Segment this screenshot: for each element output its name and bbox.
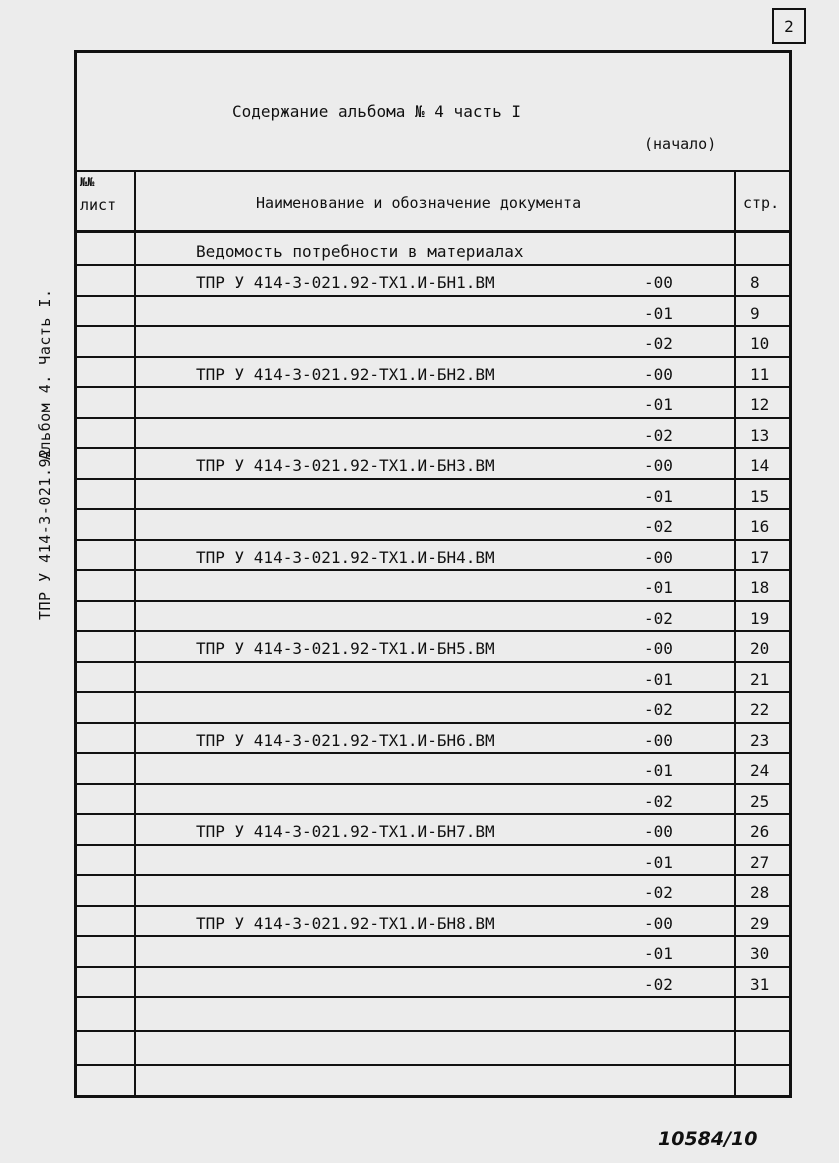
row-page: 13 <box>750 425 770 445</box>
row-line <box>74 722 792 724</box>
row-page: 21 <box>750 669 770 689</box>
row-code: -02 <box>644 517 673 536</box>
row-page: 26 <box>750 822 770 841</box>
row-page: 8 <box>750 273 760 292</box>
row-page: 29 <box>750 913 770 933</box>
side-label-designation: ТПР У 414-3-021.92 <box>36 448 54 620</box>
row-document: ТПР У 414-3-021.92-ТХ1.И-БН1.ВМ <box>196 273 495 292</box>
row-code: -01 <box>644 578 673 597</box>
row-page: 9 <box>750 303 760 323</box>
row-code: -01 <box>644 303 673 323</box>
row-code: -00 <box>644 822 673 841</box>
row-line <box>74 813 792 815</box>
row-code: -00 <box>644 364 673 384</box>
row-line <box>74 478 792 480</box>
row-page: 28 <box>750 883 770 902</box>
row-line <box>74 996 792 998</box>
row-code: -00 <box>644 273 673 292</box>
column-header-sheet: лист <box>80 196 117 214</box>
row-page: 16 <box>750 517 770 536</box>
row-line <box>74 752 792 754</box>
column-divider-page <box>734 170 736 1098</box>
row-page: 22 <box>750 700 770 719</box>
row-code: -02 <box>644 334 673 353</box>
side-label <box>36 288 54 620</box>
row-code: -01 <box>644 486 673 506</box>
row-document: ТПР У 414-3-021.92-ТХ1.И-БН8.ВМ <box>196 913 495 933</box>
row-line <box>74 386 792 388</box>
row-page: 20 <box>750 639 770 658</box>
row-code: -02 <box>644 608 673 628</box>
row-line <box>74 295 792 297</box>
row-page: 18 <box>750 578 770 597</box>
row-page: 27 <box>750 852 770 872</box>
row-code: -02 <box>644 974 673 994</box>
row-page: 24 <box>750 761 770 780</box>
row-document: ТПР У 414-3-021.92-ТХ1.И-БН7.ВМ <box>196 822 495 841</box>
row-page: 12 <box>750 395 770 414</box>
row-code: -02 <box>644 883 673 902</box>
row-line <box>74 264 792 266</box>
row-page: 10 <box>750 334 770 353</box>
row-line <box>74 325 792 327</box>
column-header-sheet-number: №№ <box>80 175 95 189</box>
row-document: ТПР У 414-3-021.92-ТХ1.И-БН5.ВМ <box>196 639 495 658</box>
row-document: ТПР У 414-3-021.92-ТХ1.И-БН6.ВМ <box>196 730 495 750</box>
row-code: -00 <box>644 913 673 933</box>
row-code: -01 <box>644 944 673 963</box>
row-line <box>74 844 792 846</box>
row-line <box>74 447 792 449</box>
section-heading: Ведомость потребности в материалах <box>196 242 524 261</box>
row-line <box>74 630 792 632</box>
row-page: 23 <box>750 730 770 750</box>
row-line <box>74 935 792 937</box>
row-page: 19 <box>750 608 770 628</box>
row-code: -02 <box>644 700 673 719</box>
header-top-line <box>74 170 792 172</box>
row-code: -00 <box>644 639 673 658</box>
row-page: 25 <box>750 791 770 811</box>
header-bottom-line <box>74 230 792 233</box>
row-line <box>74 783 792 785</box>
row-line <box>74 966 792 968</box>
row-code: -01 <box>644 395 673 414</box>
row-line <box>74 905 792 907</box>
row-code: -01 <box>644 761 673 780</box>
row-code: -01 <box>644 669 673 689</box>
row-line <box>74 691 792 693</box>
archive-stamp: 10584/10 <box>658 1128 758 1150</box>
row-line <box>74 600 792 602</box>
row-code: -02 <box>644 425 673 445</box>
row-page: 31 <box>750 974 770 994</box>
empty-row-line <box>74 1030 792 1032</box>
row-code: -00 <box>644 730 673 750</box>
row-code: -00 <box>644 456 673 475</box>
row-line <box>74 539 792 541</box>
document-subtitle: (начало) <box>644 135 717 153</box>
row-document: ТПР У 414-3-021.92-ТХ1.И-БН3.ВМ <box>196 456 495 475</box>
row-document: ТПР У 414-3-021.92-ТХ1.И-БН4.ВМ <box>196 547 495 567</box>
row-line <box>74 874 792 876</box>
row-code: -00 <box>644 547 673 567</box>
row-code: -01 <box>644 852 673 872</box>
empty-row-line <box>74 1064 792 1066</box>
row-line <box>74 508 792 510</box>
row-line <box>74 569 792 571</box>
row-line <box>74 661 792 663</box>
row-page: 15 <box>750 486 770 506</box>
column-divider-sheet <box>134 170 136 1098</box>
row-line <box>74 356 792 358</box>
row-page: 14 <box>750 456 770 475</box>
page-number-box: 2 <box>772 8 806 44</box>
row-document: ТПР У 414-3-021.92-ТХ1.И-БН2.ВМ <box>196 364 495 384</box>
document-title: Содержание альбома № 4 часть I <box>232 102 521 121</box>
row-page: 11 <box>750 364 770 384</box>
row-page: 30 <box>750 944 770 963</box>
row-page: 17 <box>750 547 770 567</box>
column-header-name: Наименование и обозначение документа <box>256 194 582 212</box>
row-code: -02 <box>644 791 673 811</box>
side-label-album-part: Альбом 4. Часть I. <box>36 288 54 460</box>
row-line <box>74 417 792 419</box>
column-header-page: стр. <box>743 194 780 212</box>
